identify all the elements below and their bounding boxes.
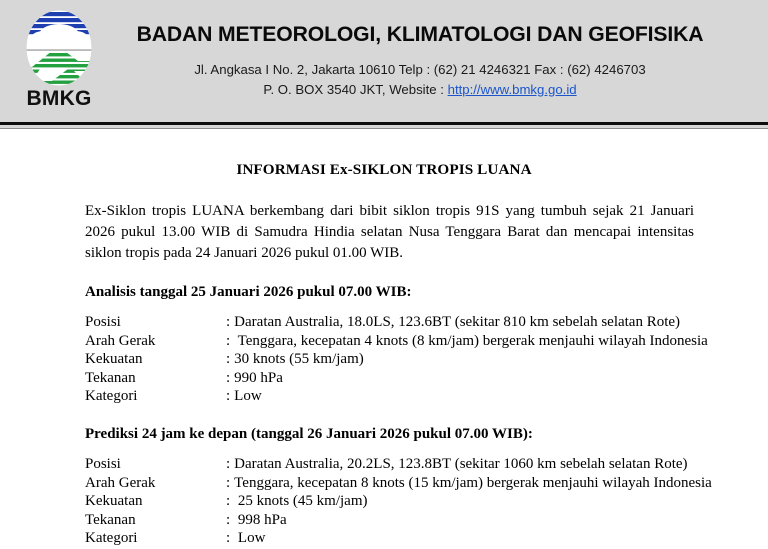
row-value-text: 998 hPa [234, 511, 287, 528]
table-row [85, 333, 708, 352]
row-label: Arah Gerak [85, 332, 156, 349]
table-row [85, 475, 712, 494]
colon: : [226, 332, 231, 349]
colon: : [226, 369, 231, 386]
row-label: Tekanan [85, 369, 136, 386]
row-value [226, 351, 708, 370]
row-value [226, 333, 708, 352]
row-value-text: 990 hPa [234, 369, 283, 386]
website-link[interactable]: http://www.bmkg.go.id [447, 82, 577, 98]
row-label: Posisi [85, 455, 121, 472]
table-row [85, 530, 712, 549]
forecast-table [85, 456, 712, 549]
header-divider-thin [0, 128, 768, 129]
colon: : [226, 455, 231, 472]
analysis-table [85, 314, 708, 407]
row-value-text: Tenggara, kecepatan 8 knots (15 km/jam) bergerak menjauhi wilayah Indonesia [234, 474, 712, 491]
colon: : [226, 388, 231, 405]
row-value [226, 456, 712, 475]
address-line-1: Jl. Angkasa I No. 2, Jakarta 10610 Telp : (62) 21 4246321 Fax : (62) 4246703 [194, 62, 646, 77]
row-label: Kekuatan [85, 493, 143, 510]
row-value [226, 388, 708, 407]
row-label: Posisi [85, 314, 121, 330]
table-row [85, 351, 708, 370]
row-value-text: Daratan Australia, 20.2LS, 123.8BT (sekitar 1060 km sebelah selatan Rote) [234, 455, 688, 472]
row-label: Kekuatan [85, 351, 143, 368]
agency-name: BADAN METEOROLOGI, KLIMATOLOGI DAN GEOFISIKA [136, 22, 704, 46]
colon: : [226, 530, 231, 547]
letterhead-text [118, 0, 768, 100]
section-heading-prediksi: Prediksi 24 jam ke depan (tanggal 26 Januari 2026 pukul 07.00 WIB): [85, 425, 533, 442]
document-body [0, 161, 768, 549]
row-value-text: Tenggara, kecepatan 4 knots (8 km/jam) bergerak menjauhi wilayah Indonesia [234, 332, 708, 349]
agency-acronym: BMKG [26, 87, 92, 110]
row-value-text: Low [234, 530, 266, 547]
row-value-text: 25 knots (45 km/jam) [234, 493, 368, 510]
bmkg-agency-logo-icon [22, 9, 96, 87]
intro-paragraph: Ex-Siklon tropis LUANA berkembang dari bibit siklon tropis 91S yang tumbuh sejak 21 Januari 2026 pukul 13.00 WIB di Samudra Hindia selatan Nusa Tenggara Barat dan mencapai intensitas siklon tropis pada 24 Januari 2026 pukul 01.00 WIB. [85, 203, 694, 261]
table-row [85, 314, 708, 333]
letterhead [0, 0, 768, 122]
table-row [85, 512, 712, 531]
colon: : [226, 314, 231, 330]
address-line-2-prefix: P. O. BOX 3540 JKT, Website : [263, 82, 448, 98]
table-row [85, 456, 712, 475]
row-label: Kategori [85, 530, 138, 547]
row-value-text: 30 knots (55 km/jam) [234, 351, 364, 368]
colon: : [226, 493, 231, 510]
section-heading-analisis: Analisis tanggal 25 Januari 2026 pukul 07.00 WIB: [85, 284, 412, 300]
row-value [226, 314, 708, 333]
row-value-text: Daratan Australia, 18.0LS, 123.6BT (sekitar 810 km sebelah selatan Rote) [234, 314, 681, 330]
row-value [226, 530, 712, 549]
row-value [226, 512, 712, 531]
row-value [226, 493, 712, 512]
row-value-text: Low [234, 388, 262, 405]
page-title: INFORMASI Ex-SIKLON TROPIS LUANA [236, 161, 532, 178]
table-row [85, 493, 712, 512]
row-label: Tekanan [85, 511, 136, 528]
colon: : [226, 351, 231, 368]
address-line-2 [118, 80, 722, 100]
table-row [85, 370, 708, 389]
row-label: Kategori [85, 388, 138, 405]
colon: : [226, 511, 231, 528]
agency-address [118, 60, 722, 100]
agency-logo [0, 0, 118, 109]
colon: : [226, 474, 231, 491]
row-label: Arah Gerak [85, 474, 156, 491]
row-value [226, 475, 712, 494]
table-row [85, 388, 708, 407]
row-value [226, 370, 708, 389]
